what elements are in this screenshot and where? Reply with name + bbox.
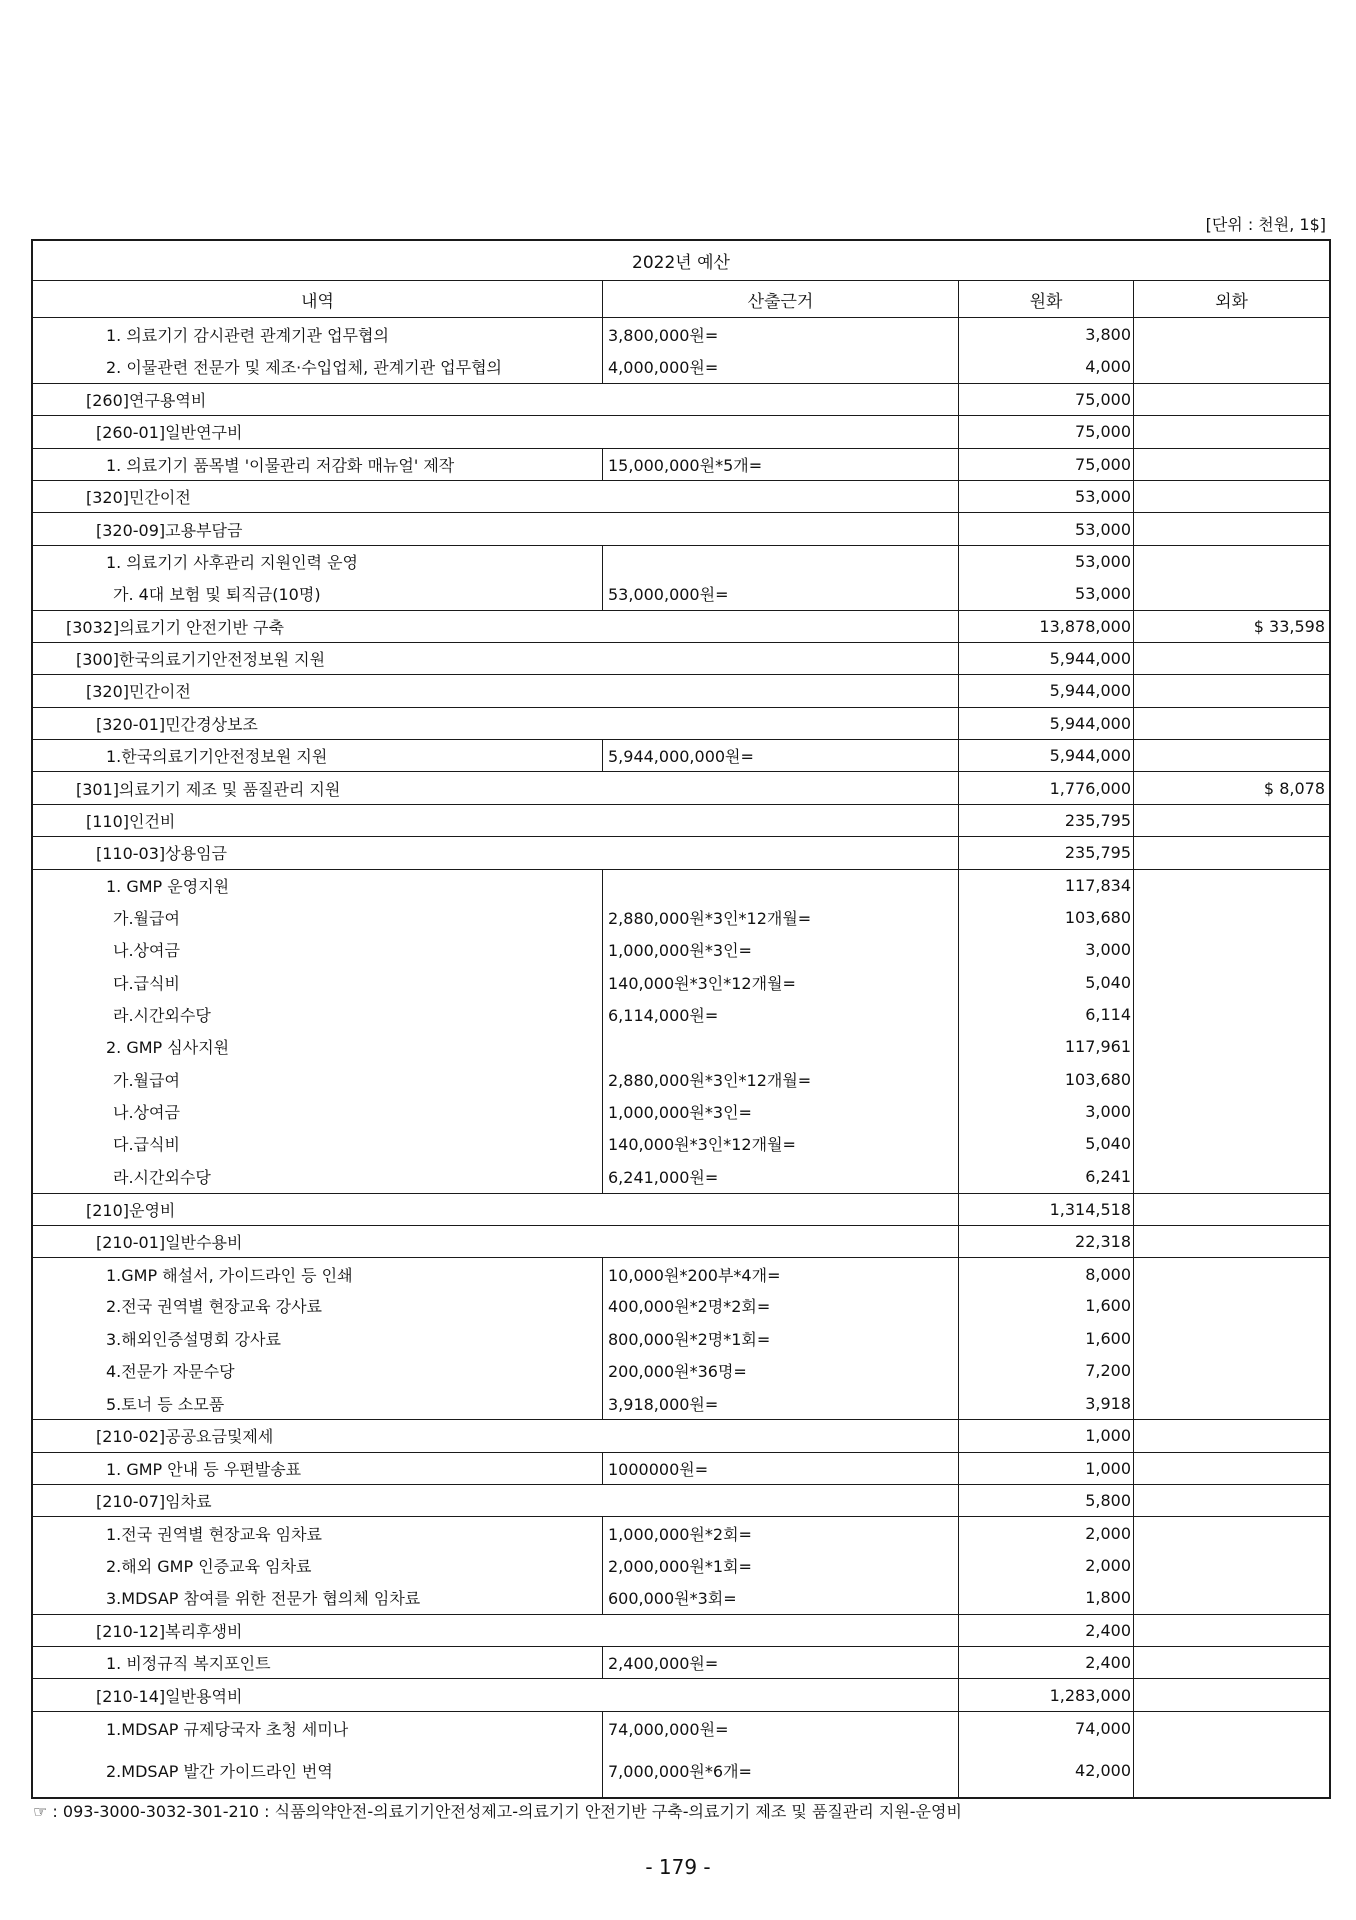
row-label: [210-01]일반수용비	[96, 1233, 243, 1253]
row-krw-amount: 5,944,000	[958, 643, 1133, 674]
row-krw-amount: 1,600	[958, 1322, 1133, 1354]
row-basis	[602, 546, 958, 577]
budget-row	[33, 869, 1329, 901]
budget-category-row	[33, 1419, 1329, 1451]
account-code-footnote: ☞ : 093-3000-3032-301-210 : 식품의약안전-의료기기안전성제고-의료기기 안전기반 구축-의료기기 제조 및 품질관리 지원-운영비	[33, 1802, 962, 1821]
row-usd-amount	[1133, 384, 1329, 415]
row-label: 1.한국의료기기안전정보원 지원	[106, 747, 328, 767]
budget-row	[33, 1160, 1329, 1192]
row-label: [300]한국의료기기안전정보원 지원	[76, 650, 326, 670]
row-label: 3.MDSAP 참여를 위한 전문가 협의체 임차료	[106, 1588, 421, 1608]
row-krw-amount: 53,000	[958, 577, 1133, 609]
row-label: 가.월급여	[113, 1070, 180, 1090]
row-label: 1. 의료기기 사후관리 지원인력 운영	[106, 552, 358, 572]
row-krw-amount: 42,000	[958, 1745, 1133, 1797]
row-usd-amount	[1133, 1322, 1329, 1354]
row-krw-amount: 53,000	[958, 513, 1133, 544]
budget-row	[33, 1452, 1329, 1484]
budget-row	[33, 545, 1329, 577]
row-label: [210-07]임차료	[96, 1492, 212, 1512]
row-krw-amount: 103,680	[958, 1063, 1133, 1095]
row-usd-amount	[1133, 966, 1329, 998]
row-usd-amount	[1133, 1128, 1329, 1160]
budget-category-row	[33, 836, 1329, 868]
row-krw-amount: 1,600	[958, 1290, 1133, 1322]
row-label: 가.월급여	[113, 908, 180, 928]
row-label: 4.전문가 자문수당	[106, 1362, 235, 1382]
budget-category-row	[33, 512, 1329, 544]
row-usd-amount	[1133, 870, 1329, 901]
row-label: 라.시간외수당	[113, 1167, 211, 1187]
budget-row	[33, 448, 1329, 480]
row-label: [320]민간이전	[86, 682, 191, 702]
row-usd-amount: $ 8,078	[1133, 772, 1329, 803]
row-basis: 3,918,000원=	[602, 1387, 958, 1419]
row-label: 1. GMP 운영지원	[106, 876, 230, 896]
row-basis: 6,114,000원=	[602, 998, 958, 1030]
budget-category-row	[33, 415, 1329, 447]
row-krw-amount: 117,834	[958, 870, 1133, 901]
row-usd-amount	[1133, 513, 1329, 544]
row-label: [260]연구용역비	[86, 390, 207, 410]
row-usd-amount	[1133, 901, 1329, 933]
row-usd-amount	[1133, 1194, 1329, 1225]
row-label: 2.전국 권역별 현장교육 강사료	[106, 1297, 322, 1317]
row-usd-amount	[1133, 805, 1329, 836]
row-krw-amount: 75,000	[958, 449, 1133, 480]
row-label: [320-01]민간경상보조	[96, 714, 258, 734]
row-krw-amount: 53,000	[958, 481, 1133, 512]
row-usd-amount	[1133, 1712, 1329, 1745]
row-krw-amount: 3,918	[958, 1387, 1133, 1419]
row-usd-amount	[1133, 577, 1329, 609]
row-usd-amount	[1133, 708, 1329, 739]
row-krw-amount: 22,318	[958, 1226, 1133, 1257]
row-usd-amount	[1133, 1549, 1329, 1581]
budget-row	[33, 1646, 1329, 1678]
row-label: [210]운영비	[86, 1200, 176, 1220]
budget-row	[33, 1322, 1329, 1354]
row-usd-amount	[1133, 1485, 1329, 1516]
row-krw-amount: 1,776,000	[958, 772, 1133, 803]
row-usd-amount	[1133, 933, 1329, 965]
budget-category-row	[33, 610, 1329, 642]
row-label: 나.상여금	[113, 941, 180, 961]
budget-row	[33, 1257, 1329, 1289]
row-basis: 140,000원*3인*12개월=	[602, 966, 958, 998]
row-basis: 10,000원*200부*4개=	[602, 1258, 958, 1289]
row-usd-amount	[1133, 481, 1329, 512]
row-usd-amount	[1133, 1453, 1329, 1484]
budget-category-row	[33, 707, 1329, 739]
row-basis: 74,000,000원=	[602, 1712, 958, 1745]
row-label: 1. 비정규직 복지포인트	[106, 1654, 271, 1674]
row-krw-amount: 1,314,518	[958, 1194, 1133, 1225]
row-krw-amount: 117,961	[958, 1031, 1133, 1063]
row-krw-amount: 3,000	[958, 1095, 1133, 1127]
row-usd-amount	[1133, 1290, 1329, 1322]
budget-row	[33, 1031, 1329, 1063]
row-krw-amount: 1,000	[958, 1453, 1133, 1484]
budget-row	[33, 1063, 1329, 1095]
row-krw-amount: 1,800	[958, 1581, 1133, 1613]
row-basis: 4,000,000원=	[602, 350, 958, 382]
row-label: 1. 의료기기 감시관련 관계기관 업무협의	[106, 325, 389, 345]
row-label: [260-01]일반연구비	[96, 423, 243, 443]
budget-row	[33, 577, 1329, 609]
row-basis: 7,000,000원*6개=	[602, 1745, 958, 1797]
row-label: 1.GMP 해설서, 가이드라인 등 인쇄	[106, 1265, 353, 1285]
row-basis: 1,000,000원*3인=	[602, 1095, 958, 1127]
column-header-row	[33, 281, 1329, 318]
budget-category-row	[33, 383, 1329, 415]
row-basis: 2,000,000원*1회=	[602, 1549, 958, 1581]
row-basis: 800,000원*2명*1회=	[602, 1322, 958, 1354]
row-krw-amount: 5,944,000	[958, 675, 1133, 706]
row-label: 2.MDSAP 발간 가이드라인 번역	[106, 1762, 333, 1782]
row-usd-amount	[1133, 546, 1329, 577]
budget-row	[33, 350, 1329, 382]
row-basis: 2,880,000원*3인*12개월=	[602, 1063, 958, 1095]
row-usd-amount	[1133, 1355, 1329, 1387]
row-krw-amount: 53,000	[958, 546, 1133, 577]
budget-row	[33, 1581, 1329, 1613]
budget-category-row	[33, 804, 1329, 836]
row-usd-amount	[1133, 1226, 1329, 1257]
budget-row	[33, 1711, 1329, 1745]
row-usd-amount	[1133, 998, 1329, 1030]
row-basis: 1,000,000원*2회=	[602, 1517, 958, 1548]
row-krw-amount: 2,000	[958, 1517, 1133, 1548]
unit-note: [단위 : 천원, 1$]	[1205, 215, 1326, 234]
row-krw-amount: 8,000	[958, 1258, 1133, 1289]
row-label: [301]의료기기 제조 및 품질관리 지원	[76, 779, 341, 799]
row-basis	[602, 1031, 958, 1063]
row-label: [210-12]복리후생비	[96, 1621, 243, 1641]
budget-row	[33, 998, 1329, 1030]
row-usd-amount	[1133, 1647, 1329, 1678]
row-basis: 6,241,000원=	[602, 1160, 958, 1192]
row-label: 3.해외인증설명회 강사료	[106, 1329, 281, 1349]
row-label: 나.상여금	[113, 1103, 180, 1123]
budget-category-row	[33, 1193, 1329, 1225]
row-krw-amount: 5,040	[958, 966, 1133, 998]
row-krw-amount: 6,241	[958, 1160, 1133, 1192]
row-basis: 600,000원*3회=	[602, 1581, 958, 1613]
row-krw-amount: 5,944,000	[958, 740, 1133, 771]
row-basis: 5,944,000,000원=	[602, 740, 958, 771]
row-basis	[602, 870, 958, 901]
row-label: 다.급식비	[113, 973, 180, 993]
row-usd-amount	[1133, 1517, 1329, 1548]
column-header-basis: 산출근거	[602, 281, 958, 317]
row-label: 2. GMP 심사지원	[106, 1038, 230, 1058]
row-usd-amount	[1133, 1581, 1329, 1613]
row-usd-amount	[1133, 1679, 1329, 1710]
row-usd-amount	[1133, 1387, 1329, 1419]
budget-row	[33, 1387, 1329, 1419]
row-label: [320-09]고용부담금	[96, 520, 243, 540]
row-usd-amount	[1133, 1095, 1329, 1127]
row-usd-amount	[1133, 1420, 1329, 1451]
row-label: [110]인건비	[86, 812, 176, 832]
table-title: 2022년 예산	[632, 253, 730, 273]
budget-table	[31, 239, 1331, 1799]
row-krw-amount: 2,400	[958, 1615, 1133, 1646]
row-label: 1. 의료기기 품목별 '이물관리 저감화 매뉴얼' 제작	[106, 455, 455, 475]
row-usd-amount	[1133, 318, 1329, 350]
row-basis: 53,000,000원=	[602, 577, 958, 609]
row-usd-amount	[1133, 1258, 1329, 1289]
row-usd-amount	[1133, 449, 1329, 480]
row-krw-amount: 6,114	[958, 998, 1133, 1030]
row-krw-amount: 103,680	[958, 901, 1133, 933]
row-usd-amount	[1133, 740, 1329, 771]
row-usd-amount	[1133, 1031, 1329, 1063]
row-krw-amount: 5,040	[958, 1128, 1133, 1160]
row-krw-amount: 1,000	[958, 1420, 1133, 1451]
budget-row	[33, 966, 1329, 998]
row-krw-amount: 3,800	[958, 318, 1133, 350]
budget-row	[33, 1290, 1329, 1322]
row-label: 2. 이물관련 전문가 및 제조·수입업체, 관계기관 업무협의	[106, 358, 502, 378]
budget-row	[33, 1355, 1329, 1387]
row-label: 2.해외 GMP 인증교육 임차료	[106, 1556, 312, 1576]
row-label: [210-14]일반용역비	[96, 1686, 243, 1706]
row-usd-amount	[1133, 1160, 1329, 1192]
row-label: [110-03]상용임금	[96, 844, 227, 864]
row-krw-amount: 3,000	[958, 933, 1133, 965]
table-title-row	[33, 241, 1329, 281]
row-krw-amount: 235,795	[958, 805, 1133, 836]
row-krw-amount: 5,800	[958, 1485, 1133, 1516]
row-usd-amount: $ 33,598	[1133, 611, 1329, 642]
row-basis: 1000000원=	[602, 1453, 958, 1484]
row-label: 다.급식비	[113, 1135, 180, 1155]
budget-row	[33, 1128, 1329, 1160]
budget-row	[33, 901, 1329, 933]
row-basis: 200,000원*36명=	[602, 1355, 958, 1387]
row-krw-amount: 1,283,000	[958, 1679, 1133, 1710]
row-usd-amount	[1133, 1745, 1329, 1797]
row-krw-amount: 5,944,000	[958, 708, 1133, 739]
row-basis: 400,000원*2명*2회=	[602, 1290, 958, 1322]
row-usd-amount	[1133, 416, 1329, 447]
budget-row	[33, 318, 1329, 350]
budget-row	[33, 1095, 1329, 1127]
budget-category-row	[33, 771, 1329, 803]
budget-category-row	[33, 1225, 1329, 1257]
row-label: 5.토너 등 소모품	[106, 1394, 225, 1414]
row-label: [210-02]공공요금및제세	[96, 1427, 274, 1447]
row-usd-amount	[1133, 350, 1329, 382]
row-basis: 1,000,000원*3인=	[602, 933, 958, 965]
row-krw-amount: 235,795	[958, 837, 1133, 868]
budget-category-row	[33, 674, 1329, 706]
row-krw-amount: 2,000	[958, 1549, 1133, 1581]
budget-row	[33, 1516, 1329, 1548]
row-label: 1. GMP 안내 등 우편발송표	[106, 1459, 302, 1479]
row-basis: 2,880,000원*3인*12개월=	[602, 901, 958, 933]
table-body	[33, 318, 1329, 1797]
budget-category-row	[33, 480, 1329, 512]
row-usd-amount	[1133, 1615, 1329, 1646]
budget-row	[33, 739, 1329, 771]
budget-row	[33, 1549, 1329, 1581]
column-header-usd: 외화	[1133, 281, 1329, 317]
row-krw-amount: 75,000	[958, 416, 1133, 447]
budget-category-row	[33, 1678, 1329, 1710]
row-label: [3032]의료기기 안전기반 구축	[66, 617, 284, 637]
budget-row	[33, 1745, 1329, 1797]
row-usd-amount	[1133, 675, 1329, 706]
row-krw-amount: 13,878,000	[958, 611, 1133, 642]
row-usd-amount	[1133, 1063, 1329, 1095]
budget-category-row	[33, 642, 1329, 674]
row-label: 1.전국 권역별 현장교육 임차료	[106, 1524, 322, 1544]
row-basis: 3,800,000원=	[602, 318, 958, 350]
row-krw-amount: 75,000	[958, 384, 1133, 415]
row-basis: 15,000,000원*5개=	[602, 449, 958, 480]
row-label: 1.MDSAP 규제당국자 초청 세미나	[106, 1719, 349, 1739]
row-basis: 140,000원*3인*12개월=	[602, 1128, 958, 1160]
row-usd-amount	[1133, 643, 1329, 674]
row-krw-amount: 7,200	[958, 1355, 1133, 1387]
budget-category-row	[33, 1484, 1329, 1516]
row-krw-amount: 74,000	[958, 1712, 1133, 1745]
column-header-item: 내역	[301, 291, 334, 312]
row-krw-amount: 2,400	[958, 1647, 1133, 1678]
row-usd-amount	[1133, 837, 1329, 868]
row-label: 가. 4대 보험 및 퇴직금(10명)	[113, 584, 321, 604]
column-header-krw: 원화	[958, 281, 1133, 317]
row-label: [320]민간이전	[86, 488, 191, 508]
row-basis: 2,400,000원=	[602, 1647, 958, 1678]
row-label: 라.시간외수당	[113, 1005, 211, 1025]
row-krw-amount: 4,000	[958, 350, 1133, 382]
page-number: - 179 -	[645, 1855, 711, 1879]
budget-category-row	[33, 1614, 1329, 1646]
budget-row	[33, 933, 1329, 965]
